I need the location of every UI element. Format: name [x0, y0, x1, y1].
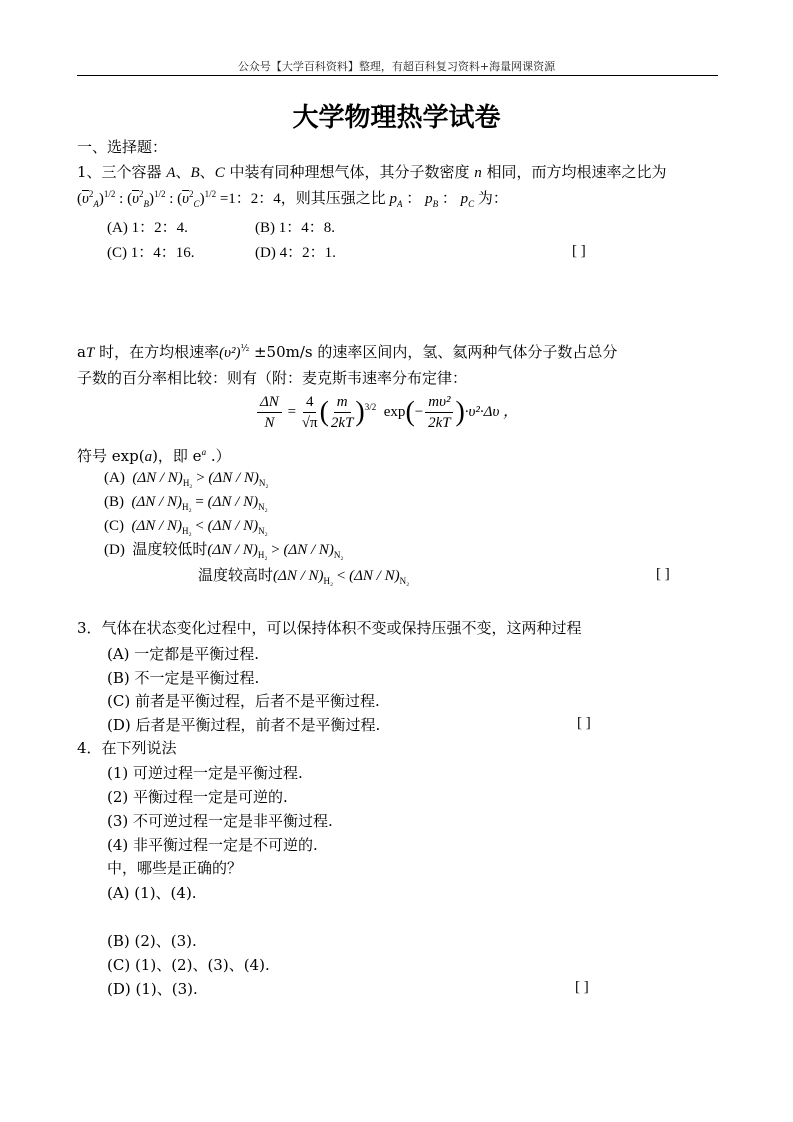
q4-statement-2: (2) 平衡过程一定是可逆的.	[107, 788, 288, 806]
q1-option-b: (B) 1：4：8.	[255, 220, 335, 236]
q4-statement-1: (1) 可逆过程一定是平衡过程.	[107, 764, 303, 782]
q4-statement-3: (3) 不可逆过程一定是非平衡过程.	[107, 812, 333, 830]
q1-stem: 1、三个容器 A、B、C 中装有同种理想气体，其分子数密度 n 相同，而方均根速率之比为	[77, 163, 667, 181]
q3-option-d: (D) 后者是平衡过程，前者不是平衡过程.	[107, 716, 381, 734]
q2-option-d-line2: 温度较高时$(\Delta N / N)_{H_2} < (\Delta N / N)_{N_2}$	[198, 568, 410, 586]
section-heading: 一、选择题：	[77, 138, 168, 156]
q4-statement-4: (4) 非平衡过程一定是不可逆的.	[107, 836, 318, 854]
q2-stem: aT 时，在方均根速率$(\upsilon^2)^{\frac{1}{2}} \pm 50m/s$ 的速率区间内，氢、氦两种气体分子数占总分	[77, 343, 618, 361]
q1-answer-bracket: [ ]	[572, 243, 586, 259]
header-rule	[77, 75, 718, 76]
q2-option-b: (B) $(\Delta N / N)_{H_2} = (\Delta N / N)_{N_2}$	[104, 494, 268, 512]
q1-option-c: (C) 1：4：16.	[107, 245, 195, 261]
q3-option-b: (B) 不一定是平衡过程.	[107, 669, 260, 687]
q4-stem: 4．在下列说法	[77, 739, 177, 757]
q1-formula: $(\overline{\upsilon}^2_A)^{1/2}$ : $(\overline{\upsilon}^2_B)^{1/2}$ : $(\overline{\upsilon}^2_C)^{1/2} =1$：2：4，则其压强之比 $p_A$ ： $p_B$ ： $p_C$ 为：	[77, 189, 508, 209]
maxwell-formula: $\frac{\Delta N}{N}$ = $\frac{4}{√\pi}$ ( $\frac{m}{2kT}$ )$^{3/2}$ exp(− $\frac{\text{mυ²}}{2kT}$ )·υ²·Δυ ，	[255, 392, 518, 433]
q1-option-d: (D) 4：2：1.	[255, 245, 336, 261]
q2-option-c: (C) $(\Delta N / N)_{H_2} < (\Delta N / N)_{N_2}$	[104, 518, 268, 536]
q2-stem-line2: 子数的百分率相比较：则有（附：麦克斯韦速率分布定律：	[77, 369, 468, 387]
q4-option-a: (A) (1)、(4).	[107, 884, 197, 902]
q2-option-d: (D) 温度较低时$(\Delta N / N)_{H_2} > (\Delta N / N)_{N_2}$	[104, 542, 344, 560]
q2-answer-bracket: [ ]	[656, 566, 670, 582]
q3-option-c: (C) 前者是平衡过程，后者不是平衡过程.	[107, 692, 380, 710]
page-title: 大学物理热学试卷	[292, 103, 501, 133]
q2-note: 符号 exp(a)，即 $e^a$ .）	[77, 447, 231, 465]
q4-option-d: (D) (1)、(3).	[107, 980, 198, 998]
q4-option-b: (B) (2)、(3).	[107, 932, 197, 950]
q3-stem: 3．气体在状态变化过程中，可以保持体积不变或保持压强不变，这两种过程	[77, 619, 582, 637]
q1-option-a: (A) 1：2：4.	[107, 220, 188, 236]
page-header: 公众号【大学百科资料】整理，有超百科复习资料+海量网课资源	[237, 60, 556, 73]
q4-option-c: (C) (1)、(2)、(3)、(4).	[107, 956, 270, 974]
q4-answer-bracket: [ ]	[575, 979, 589, 995]
q2-option-a: (A) $(\Delta N / N)_{H_2} > (\Delta N / N)_{N_2}$	[104, 470, 269, 488]
q3-answer-bracket: [ ]	[577, 715, 591, 731]
q4-question: 中，哪些是正确的？	[107, 859, 243, 877]
q3-option-a: (A) 一定都是平衡过程.	[107, 645, 260, 663]
